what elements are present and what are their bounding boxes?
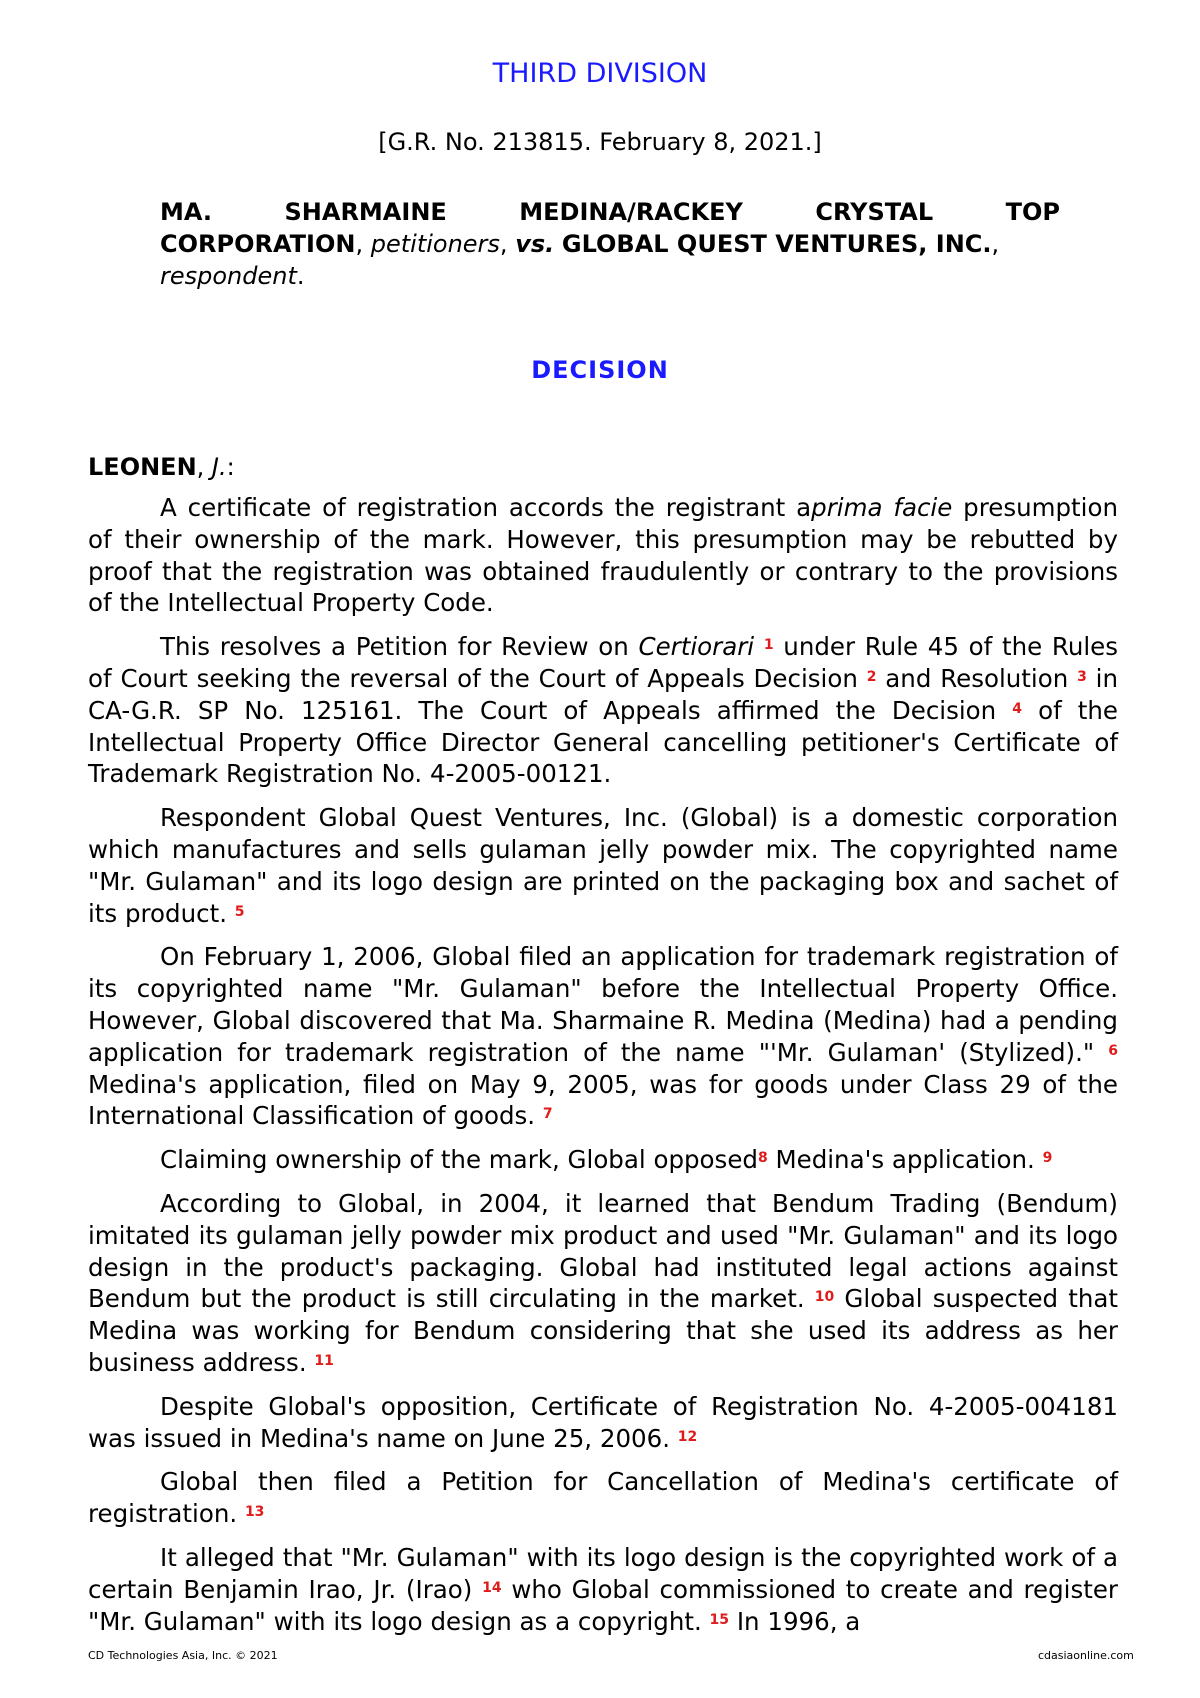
case-parties [160, 196, 1060, 292]
paragraph-6: According to Global, in 2004, it learned that Bendum Trading (Bendum) imitated its gulaman jelly powder mix product and used "Mr. Gulaman" and its logo design in the product's packaging. Global had instituted legal actions against Bendum but the product is still circulating in the market. $^{10}$ Global suspected that Medina was working for Bendum considering that she used its address as her business address. $^{11}$ [88, 1188, 1118, 1377]
versus-label: vs. [515, 230, 555, 258]
case-number: [G.R. No. 213815. February 8, 2021.] [378, 128, 822, 156]
petitioners-label: petitioners [370, 230, 500, 258]
division-heading: THIRD DIVISION [492, 58, 708, 89]
footnote-ref[interactable]: 3 [1077, 668, 1087, 685]
paragraph-8: Global then filed a Petition for Cancellation of Medina's certificate of registration. $^{13}$ [88, 1467, 1118, 1529]
footnote-ref[interactable]: 1 [763, 637, 774, 654]
paragraph-4: On February 1, 2006, Global filed an application for trademark registration of its copyrighted name "Mr. Gulaman" before the Intellectual Property Office. However, Global discovered that Ma. Sharmaine R. Medina (Medina) had a pending application for trademark registration of the name "'Mr. Gulaman' (Stylized)." $^6$ Medina's application, filed on May 9, 2005, was for goods under Class 29 of the International Classification of goods. $^7$ [88, 942, 1118, 1131]
ponente-title: J. [211, 453, 227, 481]
parties-line-2: CORPORATION, petitioners, vs. GLOBAL QUEST VENTURES, INC., [160, 230, 1000, 258]
footer-copyright: CD Technologies Asia, Inc. © 2021 [88, 1649, 278, 1662]
footnote-ref[interactable]: 2 [866, 668, 877, 685]
footnote-ref[interactable]: 15 [709, 1611, 730, 1628]
parties-line-3: respondent. [160, 262, 305, 290]
decision-heading: DECISION [531, 356, 669, 384]
paragraph-5: Claiming ownership of the mark, Global opposed$^8$ Medina's application. $^9$ [160, 1145, 1053, 1175]
paragraph-7: Despite Global's opposition, Certificate of Registration No. 4-2005-004181 was issued in Medina's name on June 25, 2006. $^{12}$ [88, 1391, 1118, 1453]
paragraph-1: A certificate of registration accords the registrant aprima facie presumption of their ownership of the mark. However, this presumption may be rebutted by proof that the registration was obtained fraudulently or contrary to the provisions of the Intellectual Property Code. [88, 493, 1118, 618]
footer-website: cdasiaonline.com [1038, 1649, 1134, 1662]
party-word: MEDINA/RACKEY [519, 198, 743, 226]
ponente-name: LEONEN [88, 453, 197, 481]
footnote-ref[interactable]: 13 [244, 1504, 265, 1521]
party-word: TOP [1005, 198, 1060, 226]
footnote-ref[interactable]: 14 [482, 1579, 502, 1596]
footnote-ref[interactable]: 4 [1012, 700, 1023, 717]
respondent-name: GLOBAL QUEST VENTURES, INC. [561, 230, 992, 258]
party-word: SHARMAINE [284, 198, 447, 226]
footnote-ref[interactable]: 11 [314, 1352, 334, 1369]
footnote-ref[interactable]: 7 [542, 1106, 553, 1123]
petitioner-corp: CORPORATION [160, 230, 356, 258]
footnote-ref[interactable]: 9 [1042, 1150, 1053, 1167]
party-word: MA. [160, 198, 213, 226]
ponente: LEONEN, J.: [88, 453, 235, 481]
decision-body [88, 492, 1118, 1649]
footnote-ref[interactable]: 6 [1108, 1042, 1118, 1059]
parties-line-1 [160, 196, 1060, 228]
footnote-ref[interactable]: 8 [757, 1150, 768, 1167]
paragraph-9: It alleged that "Mr. Gulaman" with its logo design is the copyrighted work of a certain Benjamin Irao, Jr. (Irao) $^{14}$ who Global commissioned to create and register "Mr. Gulaman" with its logo design as a copyright. $^{15}$ In 1996, a [88, 1542, 1118, 1636]
paragraph-2: This resolves a Petition for Review on Certiorari $^1$ under Rule 45 of the Rules of Court seeking the reversal of the Court of Appeals Decision $^2$ and Resolution $^3$ in CA-G.R. SP No. 125161. The Court of Appeals affirmed the Decision $^4$ of the Intellectual Property Office Director General cancelling petitioner's Certificate of Trademark Registration No. 4-2005-00121. [88, 632, 1119, 789]
party-word: CRYSTAL [815, 198, 934, 226]
footnote-ref[interactable]: 10 [814, 1289, 835, 1306]
paragraph-3: Respondent Global Quest Ventures, Inc. (Global) is a domestic corporation which manufactures and sells gulaman jelly powder mix. The copyrighted name "Mr. Gulaman" and its logo design are printed on the packaging box and sachet of its product. $^5$ [88, 803, 1118, 928]
footnote-ref[interactable]: 5 [234, 903, 245, 920]
footnote-ref[interactable]: 12 [677, 1428, 698, 1445]
respondent-label: respondent [160, 262, 297, 290]
